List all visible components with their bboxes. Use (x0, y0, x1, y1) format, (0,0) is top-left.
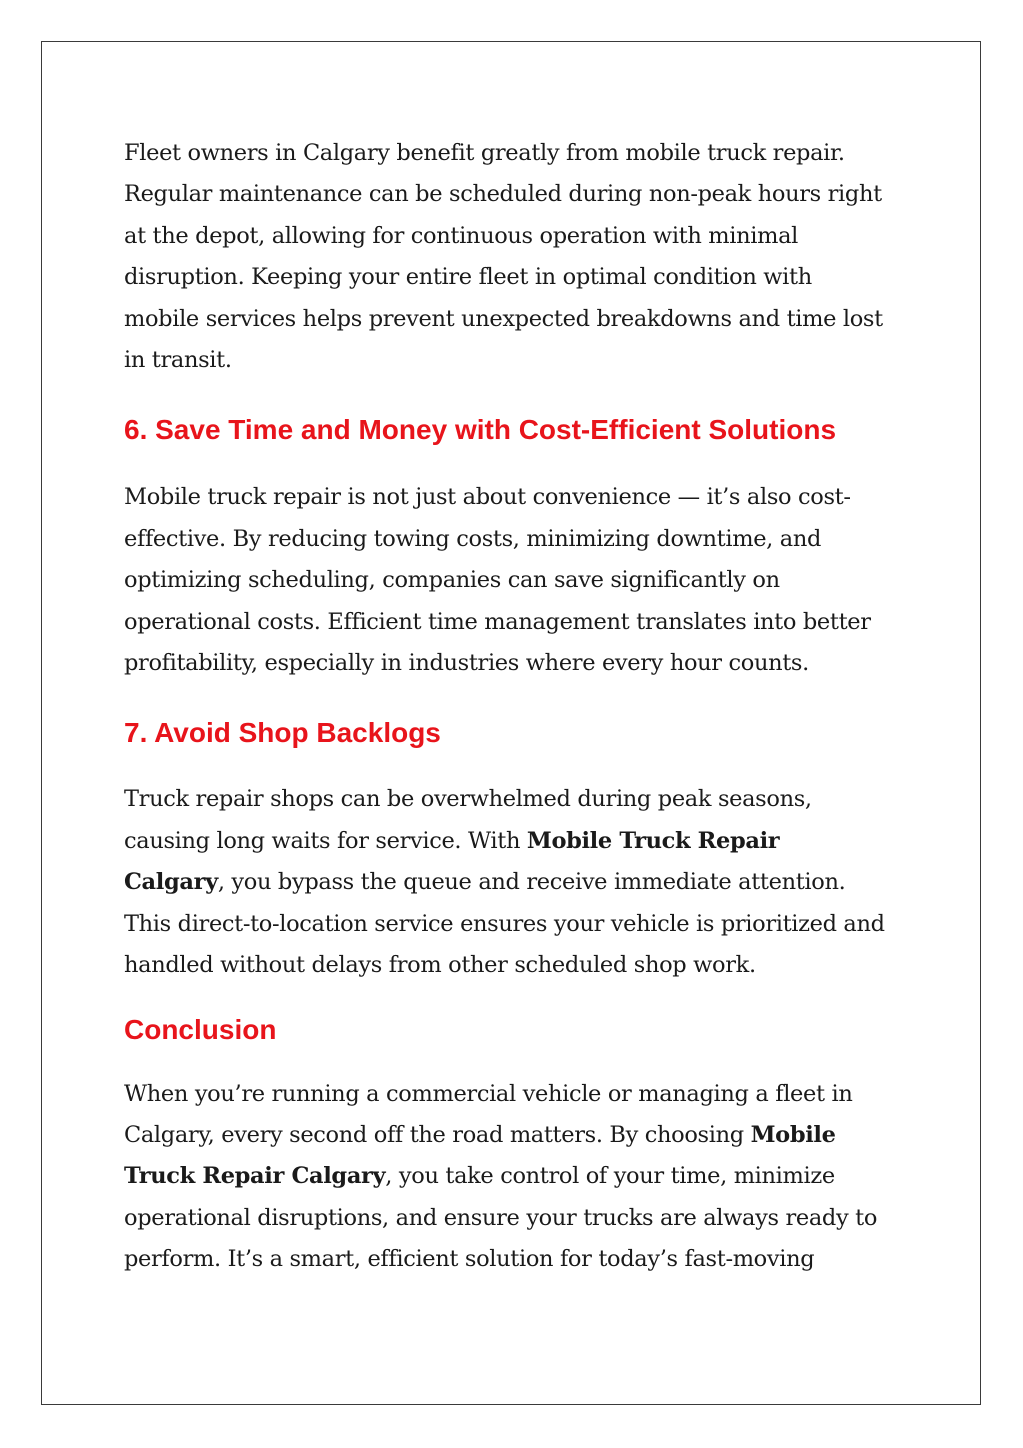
text-line: Fleet owners in Calgary benefit greatly from mobile truck repair. (124, 140, 845, 166)
text-line: mobile services helps prevent unexpected breakdowns and time lost (124, 305, 883, 332)
document-content (124, 133, 914, 1281)
text-line: handled without delays from other scheduled shop work. (124, 952, 756, 979)
text-segment: Calgary, every second off the road matters. By choosing (124, 1121, 751, 1148)
text-line: disruption. Keeping your entire fleet in optimal condition with (124, 264, 812, 291)
text-line: at the depot, allowing for continuous operation with minimal (124, 222, 799, 249)
text-line: Mobile truck repair is not just about convenience — it’s also cost- (124, 484, 851, 511)
text-line: profitability, especially in industries where every hour counts. (124, 650, 809, 677)
bold-keyword: Calgary (124, 869, 218, 896)
text-line: operational disruptions, and ensure your trucks are always ready to (124, 1204, 878, 1231)
bold-keyword: Mobile Truck Repair (526, 827, 780, 854)
text-segment: , you bypass the queue and receive immediate attention. (217, 869, 846, 896)
text-line: optimizing scheduling, companies can save significantly on (124, 567, 780, 594)
text-line: effective. By reducing towing costs, minimizing downtime, and (124, 525, 822, 552)
text-line (124, 862, 914, 903)
section-heading-avoid-backlogs: 7. Avoid Shop Backlogs (124, 717, 441, 749)
text-line: in transit. (124, 347, 232, 374)
section-heading-save-time: 6. Save Time and Money with Cost-Efficient Solutions (124, 414, 837, 446)
bold-keyword: Truck Repair Calgary (124, 1163, 386, 1190)
text-segment: causing long waits for service. With (124, 827, 527, 854)
paragraph-conclusion (124, 1074, 914, 1281)
text-line: This direct-to-location service ensures your vehicle is prioritized and (124, 910, 885, 937)
text-line (124, 1115, 914, 1156)
text-line: When you’re running a commercial vehicle or managing a fleet in (124, 1080, 853, 1107)
text-line: Truck repair shops can be overwhelmed during peak seasons, (124, 786, 812, 813)
paragraph-cost-effective (124, 477, 914, 684)
section-heading-conclusion: Conclusion (124, 1013, 277, 1045)
text-line: perform. It’s a smart, efficient solution for today’s fast-moving (124, 1246, 815, 1273)
text-segment: , you take control of your time, minimize (385, 1163, 835, 1190)
text-line: Regular maintenance can be scheduled during non-peak hours right (124, 181, 882, 208)
bold-keyword: Mobile (750, 1121, 836, 1148)
text-line (124, 1156, 914, 1197)
text-line: operational costs. Efficient time management translates into better (124, 608, 871, 635)
text-line (124, 821, 914, 862)
paragraph-fleet-owners (124, 133, 914, 381)
paragraph-shop-backlogs (124, 779, 914, 986)
